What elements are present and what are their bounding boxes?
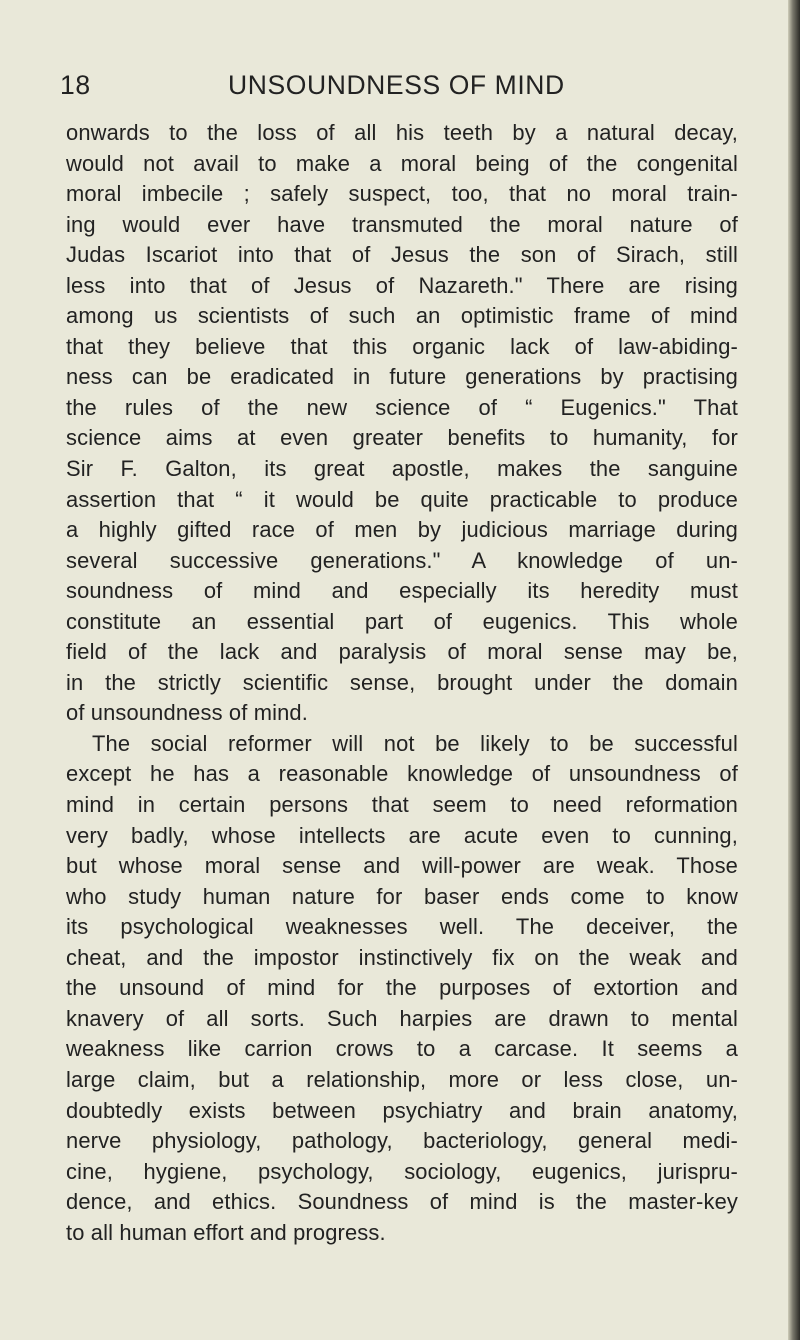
text-line: among us scientists of such an optimistic frame of mind (66, 303, 738, 329)
text-line: would not avail to make a moral being of the congenital (66, 150, 738, 176)
text-line: nerve physiology, pathology, bacteriology, general medi- (66, 1128, 738, 1154)
text-line: weakness like carrion crows to a carcase. It seems a (66, 1036, 738, 1062)
text-line: ness can be eradicated in future generations by practising (66, 364, 738, 390)
text-line: several successive generations." A knowledge of un- (66, 547, 738, 573)
text-line: knavery of all sorts. Such harpies are drawn to mental (66, 1005, 738, 1031)
text-line: soundness of mind and especially its heredity must (66, 578, 738, 604)
text-line: mind in certain persons that seem to need reformation (66, 792, 738, 818)
body-text (66, 118, 738, 1248)
text-line: Sir F. Galton, its great apostle, makes the sanguine (66, 456, 738, 482)
text-line: ing would ever have transmuted the moral nature of (66, 211, 738, 237)
text-line: cheat, and the impostor instinctively fix on the weak and (66, 944, 738, 970)
text-line: in the strictly scientific sense, brought under the domain (66, 669, 738, 695)
text-line: moral imbecile ; safely suspect, too, that no moral train- (66, 181, 738, 207)
text-line: assertion that “ it would be quite practicable to produce (66, 486, 738, 512)
text-line: except he has a reasonable knowledge of unsoundness of (66, 761, 738, 787)
text-line: a highly gifted race of men by judicious marriage during (66, 517, 738, 543)
text-line: cine, hygiene, psychology, sociology, eugenics, jurispru- (66, 1158, 738, 1184)
page-header (0, 58, 800, 108)
text-line: the rules of the new science of “ Eugenics." That (66, 394, 738, 420)
paragraph-start-line: The social reformer will not be likely to be successful (92, 730, 738, 756)
text-line: who study human nature for baser ends come to know (66, 883, 738, 909)
text-line: large claim, but a relationship, more or less close, un- (66, 1066, 738, 1092)
page-number: 18 (60, 70, 91, 100)
text-line: dence, and ethics. Soundness of mind is the master-key (66, 1189, 738, 1215)
text-line: the unsound of mind for the purposes of extortion and (66, 975, 738, 1001)
text-line: less into that of Jesus of Nazareth." There are rising (66, 272, 738, 298)
text-line: science aims at even greater benefits to humanity, for (66, 425, 738, 451)
paragraph-end-line: of unsoundness of mind. (66, 700, 308, 726)
text-line: but whose moral sense and will-power are weak. Those (66, 853, 738, 879)
text-line: Judas Iscariot into that of Jesus the son of Sirach, still (66, 242, 738, 268)
text-line: very badly, whose intellects are acute even to cunning, (66, 822, 738, 848)
text-line: doubtedly exists between psychiatry and brain anatomy, (66, 1097, 738, 1123)
text-line: its psychological weaknesses well. The deceiver, the (66, 914, 738, 940)
text-line: onwards to the loss of all his teeth by a natural decay, (66, 120, 738, 145)
text-line: that they believe that this organic lack of law-abiding- (66, 333, 738, 359)
paragraph-end-line: to all human effort and progress. (66, 1219, 386, 1245)
running-head: UNSOUNDNESS OF MIND (228, 70, 565, 100)
text-line: constitute an essential part of eugenics. This whole (66, 608, 738, 634)
page-edge-shadow (788, 0, 800, 1340)
text-line: field of the lack and paralysis of moral sense may be, (66, 639, 738, 665)
